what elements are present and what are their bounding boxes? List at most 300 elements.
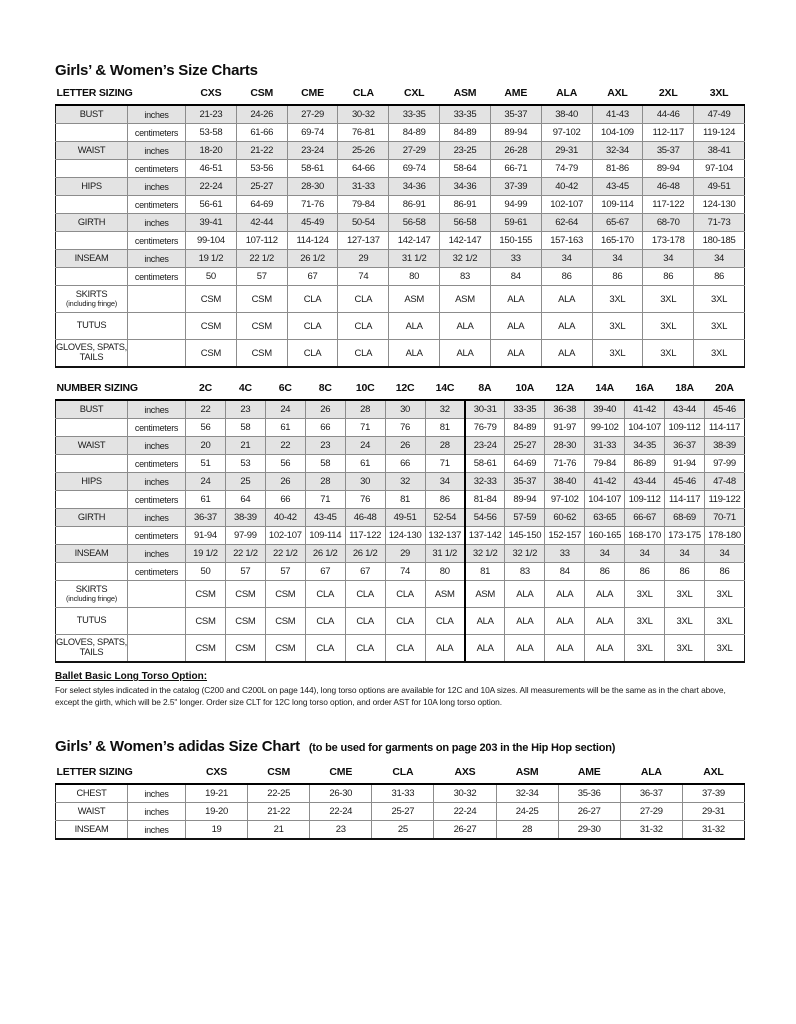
size-cell: 37-39 [682,784,744,803]
column-header: 8A [465,380,505,400]
size-cell: 74 [338,268,389,286]
column-header: 14A [585,380,625,400]
size-cell: 57 [265,563,305,581]
size-cell: 112-117 [643,124,694,142]
table-row [56,635,745,663]
size-cell: 127-137 [338,232,389,250]
size-cell: 22 [186,400,226,419]
size-cell: 109-114 [305,527,345,545]
size-cell: 50 [186,268,237,286]
size-cell: 64-69 [236,196,287,214]
size-cell: 3XL [643,340,694,368]
size-cell: 23-24 [465,437,505,455]
size-cell: 22-24 [310,803,372,821]
unit-label: inches [128,250,186,268]
size-cell: 44-46 [643,105,694,124]
size-cell: 94-99 [490,196,541,214]
column-header: ALA [620,764,682,784]
size-cell: 86-91 [389,196,440,214]
row-label: GLOVES, SPATS, TAILS [56,340,128,368]
table-row [56,214,745,232]
size-cell: 30-31 [465,400,505,419]
size-cell: 104-109 [592,124,643,142]
size-cell: 67 [287,268,338,286]
unit-label: inches [128,545,186,563]
adidas-sizing-table-container [55,764,745,840]
size-cell: 104-107 [585,491,625,509]
size-cell: 81 [385,491,425,509]
size-cell: CLA [287,313,338,340]
table-row [56,581,745,608]
size-cell: CSM [186,608,226,635]
column-header: CXL [389,85,440,105]
size-cell: 33 [490,250,541,268]
size-cell: 50-54 [338,214,389,232]
size-cell: 45-46 [665,473,705,491]
size-cell: 61-66 [236,124,287,142]
size-cell: CSM [265,608,305,635]
size-cell: 41-42 [625,400,665,419]
size-cell: 97-99 [225,527,265,545]
size-cell: 142-147 [440,232,491,250]
table-row [56,527,745,545]
row-label: HIPS [56,178,128,196]
size-cell: 76-81 [338,124,389,142]
size-cell: 21-23 [186,105,237,124]
size-cell: 25-26 [338,142,389,160]
size-cell: ALA [440,340,491,368]
size-cell: 66-71 [490,160,541,178]
size-cell: CSM [225,608,265,635]
size-cell: 52-54 [425,509,465,527]
size-cell: 60-62 [545,509,585,527]
size-cell: 3XL [592,286,643,313]
size-cell: 3XL [625,581,665,608]
unit-label: inches [128,214,186,232]
size-cell: ALA [545,635,585,663]
size-cell: 27-29 [620,803,682,821]
table-header-label: NUMBER SIZING [56,380,186,400]
unit-label: inches [128,142,186,160]
unit-label: centimeters [128,124,186,142]
size-cell: 30-32 [338,105,389,124]
size-cell: 81 [425,419,465,437]
size-cell: 29-30 [558,821,620,840]
size-cell: CLA [287,340,338,368]
column-header: 16A [625,380,665,400]
table-header-label: LETTER SIZING [56,85,186,105]
size-cell: 38-39 [704,437,744,455]
size-cell: 45-46 [704,400,744,419]
size-cell: 33-35 [389,105,440,124]
size-cell: 102-107 [265,527,305,545]
size-cell: 3XL [643,313,694,340]
size-cell: 31 1/2 [389,250,440,268]
size-cell: 21 [248,821,310,840]
size-cell: 3XL [665,635,705,663]
size-cell: 168-170 [625,527,665,545]
size-cell: ALA [389,313,440,340]
size-cell: 28 [345,400,385,419]
unit-label: centimeters [128,563,186,581]
size-cell: 157-163 [541,232,592,250]
size-cell: 25-27 [372,803,434,821]
size-cell: 89-94 [505,491,545,509]
size-cell: ALA [585,608,625,635]
size-cell: 26-30 [310,784,372,803]
table-row [56,545,745,563]
column-header: 3XL [694,85,745,105]
size-cell: 71-73 [694,214,745,232]
column-header: CSM [236,85,287,105]
size-cell: 3XL [694,313,745,340]
column-header: 8C [305,380,345,400]
size-cell: ASM [425,581,465,608]
column-header: CLA [372,764,434,784]
size-cell: 86-91 [440,196,491,214]
table-row [56,286,745,313]
size-cell: CLA [425,608,465,635]
size-cell: 30-32 [434,784,496,803]
size-cell: 31-32 [682,821,744,840]
size-cell: 46-48 [345,509,385,527]
unit-label: centimeters [128,268,186,286]
size-cell: 47-48 [704,473,744,491]
size-cell: 3XL [665,608,705,635]
size-cell: 23 [310,821,372,840]
column-header: CSM [248,764,310,784]
size-cell: 70-71 [704,509,744,527]
size-cell: 30 [345,473,385,491]
size-cell: 59-61 [490,214,541,232]
size-cell: 160-165 [585,527,625,545]
size-cell: ALA [545,608,585,635]
size-cell: 28 [425,437,465,455]
size-cell: 117-122 [345,527,385,545]
size-cell: 57 [236,268,287,286]
size-cell: 41-43 [592,105,643,124]
size-cell: 66-67 [625,509,665,527]
size-cell: CLA [287,286,338,313]
size-cell: 53-56 [236,160,287,178]
size-cell: 109-112 [625,491,665,509]
size-cell: 3XL [592,313,643,340]
size-cell: 23 [225,400,265,419]
size-cell: 76 [345,491,385,509]
size-cell: 91-94 [186,527,226,545]
size-cell: 53-58 [186,124,237,142]
size-cell: 38-39 [225,509,265,527]
unit-label: inches [128,473,186,491]
size-cell: 40-42 [265,509,305,527]
size-cell: 66 [385,455,425,473]
table-row [56,250,745,268]
size-cell: 31-32 [620,821,682,840]
size-cell: CLA [345,581,385,608]
size-cell: ALA [505,608,545,635]
header-row [56,85,745,105]
size-cell: CSM [186,635,226,663]
table-row [56,784,745,803]
unit-label [128,313,186,340]
size-cell: CSM [265,581,305,608]
size-cell: 56 [186,419,226,437]
size-cell: CLA [345,635,385,663]
size-cell: 36-37 [186,509,226,527]
section-title-adidas [55,722,745,759]
size-cell: 173-175 [665,527,705,545]
size-cell: 57 [225,563,265,581]
size-cell: 71-76 [287,196,338,214]
size-cell: 84-89 [440,124,491,142]
size-cell: 51 [186,455,226,473]
row-label [56,268,128,286]
size-cell: 37-39 [490,178,541,196]
size-cell: 102-107 [541,196,592,214]
size-cell: 28-30 [287,178,338,196]
size-cell: 53 [225,455,265,473]
size-cell: CLA [345,608,385,635]
column-header: AXL [592,85,643,105]
size-cell: 31 1/2 [425,545,465,563]
size-cell: 56 [265,455,305,473]
size-cell: ASM [389,286,440,313]
size-cell: CLA [338,340,389,368]
size-cell: CLA [385,635,425,663]
size-cell: 67 [345,563,385,581]
size-cell: 33-35 [505,400,545,419]
size-cell: 69-74 [287,124,338,142]
row-label: HIPS [56,473,128,491]
size-cell: 58-61 [465,455,505,473]
size-cell: 32 1/2 [465,545,505,563]
size-cell: 24-26 [236,105,287,124]
size-cell: ALA [585,635,625,663]
size-cell: 45-49 [287,214,338,232]
size-cell: 119-124 [694,124,745,142]
size-cell: 39-40 [585,400,625,419]
size-cell: 58 [225,419,265,437]
size-cell: 89-94 [643,160,694,178]
size-cell: 56-58 [440,214,491,232]
table-row [56,509,745,527]
size-cell: 3XL [704,581,744,608]
column-header: 10C [345,380,385,400]
size-cell: 35-36 [558,784,620,803]
column-header: ASM [496,764,558,784]
size-cell: 34 [694,250,745,268]
table-row [56,196,745,214]
size-cell: 84 [545,563,585,581]
size-cell: 74 [385,563,425,581]
size-cell: 84-89 [389,124,440,142]
size-cell: CLA [385,581,425,608]
size-cell: 29-31 [682,803,744,821]
size-cell: 3XL [592,340,643,368]
table-row [56,437,745,455]
size-cell: 21-22 [236,142,287,160]
row-label: GLOVES, SPATS, TAILS [56,635,128,663]
unit-label [128,581,186,608]
row-label [56,527,128,545]
size-cell: 32 1/2 [440,250,491,268]
size-cell: 46-51 [186,160,237,178]
adidas-title-suffix: (to be used for garments on page 203 in the Hip Hop section) [308,742,616,755]
size-cell: 34 [665,545,705,563]
size-cell: 107-112 [236,232,287,250]
size-cell: 91-97 [545,419,585,437]
table-row [56,178,745,196]
table-row [56,455,745,473]
table-row [56,821,745,840]
size-cell: 23-24 [287,142,338,160]
size-cell: 124-130 [694,196,745,214]
adidas-title-main: Girls’ & Women’s adidas Size Chart [55,738,300,756]
size-cell: 173-178 [643,232,694,250]
size-cell: 22 1/2 [225,545,265,563]
size-cell: 20 [186,437,226,455]
size-cell: 26 1/2 [345,545,385,563]
size-cell: CSM [186,340,237,368]
size-cell: ASM [465,581,505,608]
size-cell: 180-185 [694,232,745,250]
size-cell: 119-122 [704,491,744,509]
size-cell: 58 [305,455,345,473]
size-cell: 56-58 [389,214,440,232]
size-cell: 80 [389,268,440,286]
size-cell: 34-36 [440,178,491,196]
size-cell: CSM [265,635,305,663]
size-cell: ALA [505,581,545,608]
size-cell: 150-155 [490,232,541,250]
size-cell: 117-122 [643,196,694,214]
table-row [56,340,745,368]
size-cell: CLA [305,635,345,663]
size-cell: 34 [541,250,592,268]
size-cell: 26 [265,473,305,491]
size-cell: 22 1/2 [265,545,305,563]
column-header: 4C [225,380,265,400]
ballet-note-heading: Ballet Basic Long Torso Option: [55,671,208,682]
size-cell: CLA [385,608,425,635]
table-row [56,400,745,419]
size-cell: 83 [505,563,545,581]
unit-label: centimeters [128,455,186,473]
size-cell: 97-102 [545,491,585,509]
row-label: GIRTH [56,509,128,527]
size-cell: CLA [338,286,389,313]
size-cell: 22-24 [434,803,496,821]
unit-label: inches [128,105,186,124]
row-label [56,491,128,509]
unit-label: inches [128,821,186,840]
size-cell: 25-27 [505,437,545,455]
size-cell: 3XL [694,340,745,368]
size-cell: 54-56 [465,509,505,527]
size-cell: 38-40 [541,105,592,124]
size-cell: 19-20 [186,803,248,821]
row-label [56,196,128,214]
size-cell: 165-170 [592,232,643,250]
size-cell: 26 1/2 [305,545,345,563]
row-label: CHEST [56,784,128,803]
size-cell: CLA [305,581,345,608]
table-row [56,563,745,581]
size-cell: 39-41 [186,214,237,232]
size-cell: 80 [425,563,465,581]
size-cell: 104-107 [625,419,665,437]
size-cell: 26 [305,400,345,419]
unit-label: centimeters [128,196,186,214]
size-cell: 43-44 [665,400,705,419]
unit-label: inches [128,803,186,821]
row-label: BUST [56,400,128,419]
unit-label: centimeters [128,527,186,545]
letter-sizing-table-container [55,85,745,368]
unit-label [128,286,186,313]
size-cell: 34-36 [389,178,440,196]
column-header: 10A [505,380,545,400]
table-row [56,473,745,491]
size-cell: 142-147 [389,232,440,250]
size-cell: CSM [236,340,287,368]
size-cell: 86 [592,268,643,286]
column-header: 12C [385,380,425,400]
table-row [56,160,745,178]
size-cell: 3XL [643,286,694,313]
size-cell: 32 1/2 [505,545,545,563]
row-label: INSEAM [56,250,128,268]
size-cell: 18-20 [186,142,237,160]
size-cell: 178-180 [704,527,744,545]
column-header: ALA [541,85,592,105]
size-cell: 76 [385,419,425,437]
unit-label: centimeters [128,491,186,509]
size-cell: 46-48 [643,178,694,196]
size-cell: 62-64 [541,214,592,232]
table-row [56,232,745,250]
size-cell: 71 [345,419,385,437]
table-row [56,313,745,340]
size-cell: 79-84 [585,455,625,473]
row-label: GIRTH [56,214,128,232]
size-cell: 28 [305,473,345,491]
row-label [56,160,128,178]
size-cell: 3XL [694,286,745,313]
size-cell: 86 [625,563,665,581]
size-cell: 152-157 [545,527,585,545]
size-cell: CSM [225,635,265,663]
row-label: SKIRTS (including fringe) [56,286,128,313]
unit-label: inches [128,509,186,527]
size-cell: 23 [305,437,345,455]
size-cell: 49-51 [385,509,425,527]
column-header: CXS [186,764,248,784]
header-row [56,380,745,400]
size-cell: ALA [541,286,592,313]
column-header: 14C [425,380,465,400]
size-cell: 19-21 [186,784,248,803]
size-cell: 64 [225,491,265,509]
unit-label [128,608,186,635]
row-label: BUST [56,105,128,124]
size-cell: 22 1/2 [236,250,287,268]
size-cell: 61 [186,491,226,509]
size-cell: 84-89 [505,419,545,437]
size-cell: 24-25 [496,803,558,821]
size-cell: 86 [541,268,592,286]
column-header: 12A [545,380,585,400]
